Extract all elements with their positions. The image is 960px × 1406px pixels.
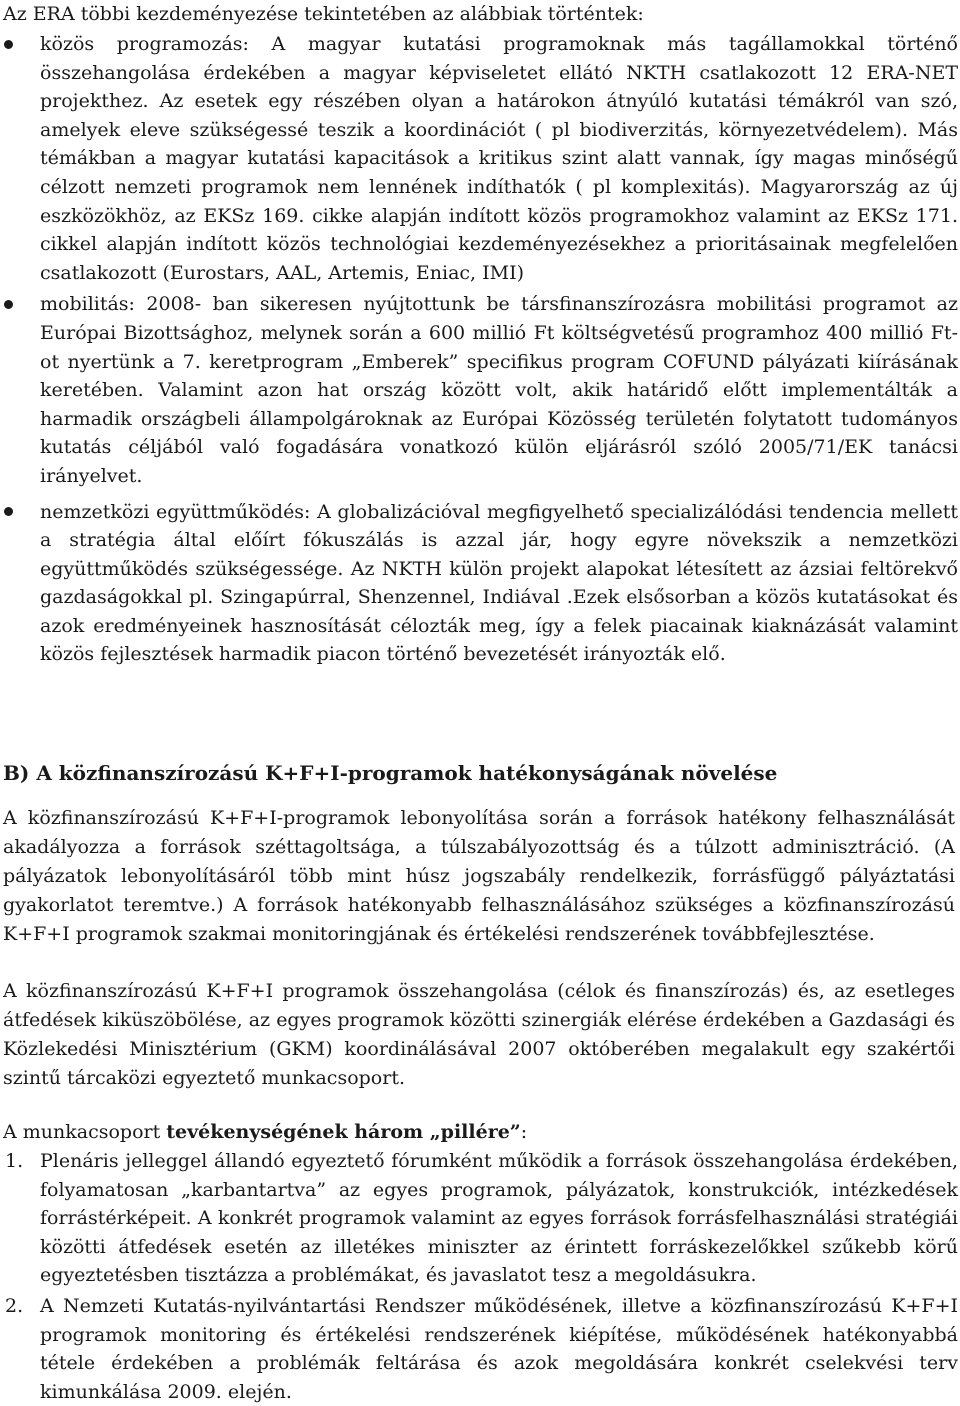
bullet-dot-icon — [4, 507, 13, 516]
bullet-text: mobilitás: 2008- ban sikeresen nyújtottunk be társfinanszírozásra mobilitási programot az Európai Bizottsághoz, melynek során a 600 millió Ft költségvetésű programhoz 400 millió Ft-ot nyertünk a 7. keretprogram „Emberek” specifikus program COFUND pályázati kiírásának keretében. Valamint azon hat ország között volt, akik határidő előtt implementálták a harmadik országbeli állampolgároknak az Európai Közösség területén folytatott tudományos kutatás céljából való fogadására vonatkozó külön eljárásról szóló 2005/71/EK tanácsi irányelvet. — [40, 293, 958, 487]
paragraph-2: A közfinanszírozású K+F+I programok összehangolása (célok és finanszírozás) és, az esetleges átfedések kiküszöbölése, az egyes programok közötti szinergiák elérése érdekében a Gazdasági és Közlekedési Minisztérium (GKM) koordinálásával 2007 októberében megalakult egy szakértői szintű tárcaközi egyeztető munkacsoport. — [3, 980, 955, 1089]
paragraph-1: A közfinanszírozású K+F+I-programok lebonyolítása során a források hatékony felhasználását akadályozza a források széttagoltsága, a túlszabályozottság és a túlzott adminisztráció. (A pályázatok lebonyolításáról több mint húsz jogszabály rendelkezik, forrásfüggő pályáztatási gyakorlatot teremtve.) A források hatékonyabb felhasználásához szükséges a közfinanszírozású K+F+I programok szakmai monitoringjának és értékelési rendszerének továbbfejlesztése. — [3, 807, 955, 945]
list-number: 1. — [5, 1150, 24, 1172]
bullet-item-kozos-programozas — [0, 30, 958, 287]
bullet-dot-icon — [4, 300, 13, 309]
numbered-item-1 — [0, 1147, 958, 1290]
numbered-item-text: Plenáris jelleggel állandó egyeztető fórumként működik a források összehangolása érdekében, folyamatosan „karbantartva” az egyes programok, pályázatok, konstrukciók, intézkedések forrástérképeit. A konkrét programok valamint az egyes források forrásfelhasználási stratégiái közötti átfedések esetén az illetékes miniszter az érintett forráskezelőkkel szűkebb körű egyeztetésben tisztázza a problémákat, és javaslatot tesz a megoldásukra. — [40, 1150, 958, 1287]
bullet-text: közös programozás: A magyar kutatási programoknak más tagállamokkal történő összehangolása érdekében a magyar képviseletet ellátó NKTH csatlakozott 12 ERA-NET projekthez. Az esetek egy részében olyan a határokon átnyúló kutatási témákról van szó, amelyek eleve szükségessé teszik a koordinációt ( pl biodiverzitás, környezetvédelem). Más témákban a magyar kutatási kapacitások a kritikus szint alatt vannak, így magas minőségű célzott nemzeti programok nem lennének indíthatók ( pl komplexitás). Magyarország az új eszközökhöz, az EKSz 169. cikke alapján indított közös programokhoz valamint az EKSz 171. cikkel alapján indított közös technológiai kezdeményezésekhez a prioritásainak megfelelően csatlakozott (Eurostars, AAL, Artemis, Eniac, IMI) — [40, 33, 958, 284]
paragraph-3-suffix: : — [520, 1121, 528, 1143]
bullet-item-mobilitas — [0, 290, 958, 490]
numbered-item-2 — [0, 1292, 958, 1406]
bullet-dot-icon — [4, 40, 13, 49]
paragraph-3-prefix: A munkacsoport — [3, 1121, 167, 1143]
bullet-list — [0, 30, 958, 669]
intro-line: Az ERA többi kezdeményezése tekintetében az alábbiak történtek: — [3, 3, 644, 25]
paragraph-3 — [3, 1118, 955, 1147]
numbered-item-text: A Nemzeti Kutatás-nyilvántartási Rendszer működésének, illetve a közfinanszírozású K+F+I programok monitoring és értékelési rendszerének kiépítése, működésének hatékonyabbá tétele érdekében a problémák feltárása és azok megoldására konkrét cselekvési terv kimunkálása 2009. elején. — [40, 1294, 958, 1403]
list-number: 2. — [5, 1294, 24, 1317]
paragraph-3-bold: tevékenységének három „pillére” — [166, 1121, 521, 1143]
bullet-item-nemzetkozi-egyuttmukodes — [0, 498, 958, 670]
numbered-list — [0, 1147, 958, 1406]
bullet-text: nemzetközi együttműködés: A globalizációval megfigyelhető specializálódási tendencia mellett a stratégia által előírt fókuszálás is azzal jár, hogy egyre növekszik a nemzetközi együttműködés szükségessége. Az NKTH külön projekt alapokat létesített az ázsiai feltörekvő gazdaságokkal pl. Szingapúrral, Shenzennel, Indiával .Ezek elsősorban a közös kutatásokat és azok eredményeinek hasznosítását célozták meg, így a felek piacainak kiaknázását valamint közös fejlesztések harmadik piacon történő bevezetését irányozták elő. — [40, 500, 958, 666]
section-heading: B) A közfinanszírozású K+F+I-programok hatékonyságának növelése — [3, 760, 778, 785]
